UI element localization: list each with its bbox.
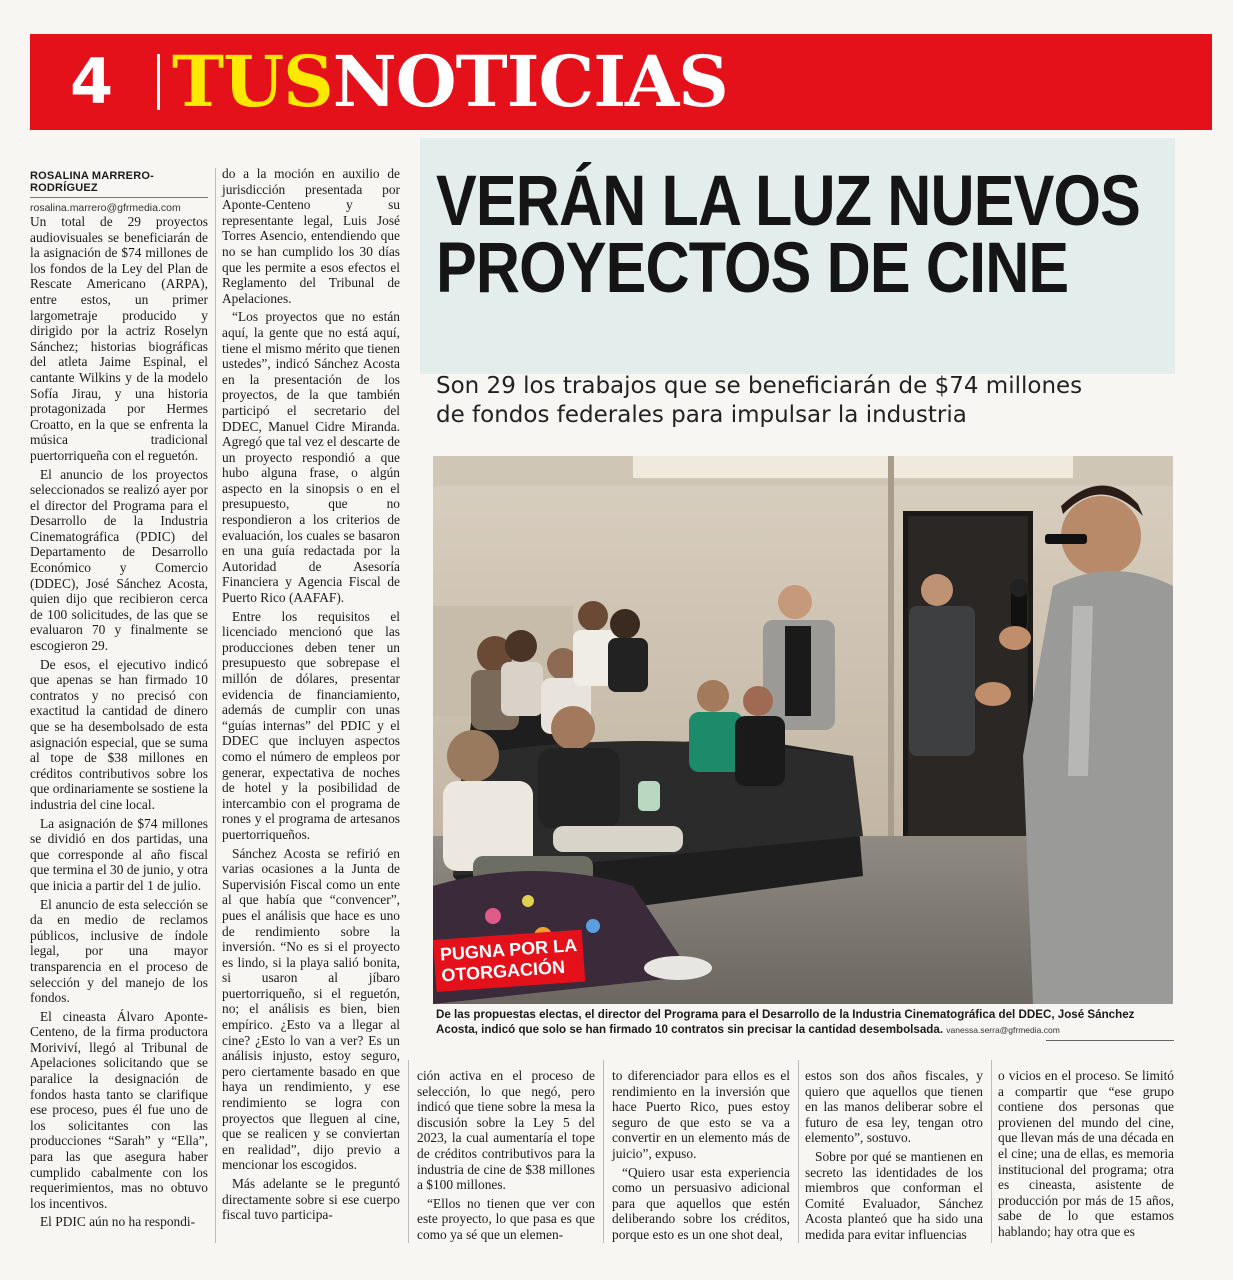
byline-rule: [30, 197, 208, 198]
article-column-5: [805, 1068, 983, 1246]
brand-part-noticias: NOTICIAS: [332, 40, 728, 123]
photo-tag-line-2: OTORGACIÓN: [440, 956, 566, 986]
page-number: 4: [70, 45, 114, 118]
paragraph: Entre los requisitos el licenciado mencionó que las producciones deben tener un presupuesto que sobrepase el millón de dólares, presentar evidencia de financiamiento, además de cumplir con unas “guías internas” del PDIC y el DDEC que incluyen aspectos como el número de empleos por generar, expectativa de noches de hotel y la posibilidad de intercambio con el programa de rones y el programa de artesanos puertorriqueños.: [222, 608, 400, 842]
masthead-divider: [157, 54, 160, 110]
paragraph: El anuncio de esta selección se da en medio de reclamos públicos, inclusive de índole legal, por una mayor transparencia en el proceso de selección y del manejo de los fondos.: [30, 896, 208, 1006]
paragraph: La asignación de $74 millones se dividió en dos partidas, una que corresponde al año fiscal que termina el 30 de junio, y otra que inicia a partir del 1 de julio.: [30, 815, 208, 893]
article-column-2: [222, 166, 400, 1226]
article-column-6: [998, 1068, 1174, 1243]
paragraph: El PDIC aún no ha respondi-: [40, 1214, 196, 1230]
byline: [30, 170, 208, 214]
headline-line-1: VERÁN LA LUZ NUEVOS: [436, 162, 1140, 241]
photo-tag-line-1: PUGNA POR LA: [439, 934, 578, 965]
caption-rule: [1046, 1040, 1174, 1041]
paragraph: El cineasta Álvaro Aponte-Centeno, de la firma productora Moriviví, llegó al Tribunal de Apelaciones solicitando que se paralice la designación de fondos hasta tanto se clarifique ese proceso, pues él fue uno de los solicitantes con las producciones “Sarah” y “Ella”, para las que asegura haber cumplido cabalmente con los requerimientos, mas no obtuvo los incentivos.: [30, 1008, 208, 1211]
article-column-1: [30, 214, 208, 1233]
paragraph: De esos, el ejecutivo indicó que apenas se han firmado 10 contratos y no precisó con exactitud la cantidad de dinero que se ha desembolsado de esta asignación especial, que se suma al tope de $38 millones en créditos contributivos sobre los que ordinariamente se sostiene la industria del cine local.: [30, 656, 208, 812]
paragraph: ción activa en el proceso de selección, lo que negó, pero indicó que tiene sobre la mesa la discusión sobre la Ley 5 del 2023, la cual aumentaría el tope de créditos contributivos para la industria de cine de $38 millones a $100 millones.: [417, 1068, 595, 1193]
subheadline-line-2: de fondos federales para impulsar la industria: [436, 402, 967, 428]
paragraph: estos son dos años fiscales, y quiero que aquellos que tienen en las manos deliberar sobre el futuro de esa ley, tengan otro elemento”, sostuvo.: [805, 1068, 983, 1146]
paragraph: Sánchez Acosta se refirió en varias ocasiones a la Junta de Supervisión Fiscal como un ente al que había que “convencer”, pues el análisis que hace es uno de rendimiento sobre la inversión. “No es si el proyecto es lindo, si la playa salió bonita, si usaron al jíbaro puertorriqueño, si el reguetón, no; el análisis es bien, bien empírico. ¿Esto va a llegar al cine? ¿Esto lo van a ver? Es un análisis injusto, estoy seguro, pero ciertamente basado en que haya un rendimiento, y ese rendimiento se logra con proyectos que lleguen al cine, que se realicen y se conviertan en realidad”, dijo previo a mencionar los escogidos.: [222, 845, 400, 1173]
column-rule: [991, 1060, 992, 1243]
paragraph: o vicios en el proceso. Se limitó a compartir que “ese grupo contiene dos personas que provienen del mundo del cine, que llevan más de una década en el cine; una de ellas, es memoria institucional del programa; otra es cineasta, asistente de producción por más de 15 años, sabe de lo que estamos hablando; hay otra que es: [998, 1068, 1174, 1239]
paragraph: Más adelante se le preguntó directamente sobre si ese cuerpo fiscal tuvo participa-: [222, 1176, 400, 1223]
section-brand: [172, 40, 728, 124]
paragraph: Sobre por qué se mantienen en secreto las identidades de los miembros que conforman el Comité Evaluador, Sánchez Acosta planteó que ha sido una medida para evitar influencias: [805, 1148, 983, 1242]
photo-credit: vanessa.serra@gfrmedia.com: [946, 1024, 1060, 1035]
paragraph: do a la moción en auxilio de jurisdicción presentada por Aponte-Centeno y su representante legal, Luis José Torres Asencio, entendiendo que no se han cumplido los 30 días que les permite a esos efectos el Reglamento del Tribunal de Apelaciones.: [222, 166, 400, 306]
photo-caption: [436, 1008, 1174, 1037]
paragraph: “Los proyectos que no están aquí, la gente que no está aquí, tiene el mismo mérito que tienen ustedes”, indicó Sánchez Acosta en la presentación de los proyectos, de la que también participó el secretario del DDEC, Manuel Cidre Miranda. Agregó que tal vez el descarte de un proyecto respondió a que hubo alguna frase, o algún aspecto en la sinopsis o en el presupuesto, que no respondieron a los criterios de evaluación, los cuales se basaron en una guía redactada por la Autoridad de Asesoría Financiera y Agencia Fiscal de Puerto Rico (AAFAF).: [222, 309, 400, 606]
column-rule: [408, 1060, 409, 1243]
paragraph: “Quiero usar esta experiencia como un persuasivo adicional para que aquellos que estén deliberando sobre los créditos, porque esto es un one shot deal,: [612, 1164, 790, 1242]
article-column-3: [417, 1068, 595, 1246]
subheadline-line-1: Son 29 los trabajos que se beneficiarán de $74 millones: [436, 373, 1083, 399]
masthead-banner: [30, 34, 1212, 130]
column-rule: [603, 1060, 604, 1243]
headline: [436, 162, 1140, 308]
photo-illustration: [433, 456, 1173, 1004]
paragraph: Un total de 29 proyectos audiovisuales se beneficiarán de la asignación de $74 millones de los fondos de la Ley del Plan de Rescate Americano (ARPA), entre estos, un primer largometraje producido y dirigido por la actriz Roselyn Sánchez; historias biográficas del atleta Jaime Espinal, el cantante Wilkins y de la modelo Sofía Jirau, y una historia protagonizada por Hermes Croatto, en la que se enfrenta la música tradicional puertorriqueña con el reguetón.: [30, 214, 208, 463]
author-email[interactable]: rosalina.marrero@gfrmedia.com: [30, 202, 181, 214]
article-column-4: [612, 1068, 790, 1246]
column-rule: [215, 168, 216, 1243]
caption-text: De las propuestas electas, el director del Programa para el Desarrollo de la Industria Cinematográfica del DDEC, José Sánchez Acosta, indicó que solo se han firmado 10 contratos sin precisar la cantidad desembolsada.: [436, 1008, 1135, 1036]
column-rule: [798, 1060, 799, 1243]
paragraph: El anuncio de los proyectos seleccionados se realizó ayer por el director del Programa para el Desarrollo de la Industria Cinematográfica (PDIC) del Departamento de Desarrollo Económico y Comercio (DDEC), José Sánchez Acosta, quien dijo que recibieron cerca de 100 solicitudes, de las que se evaluaron 70 y finalmente se escogieron 29.: [30, 466, 208, 654]
news-photo: [433, 456, 1173, 1004]
subheadline: [436, 372, 1166, 430]
author-name: ROSALINA MARRERO-RODRÍGUEZ: [30, 170, 154, 194]
photo-tag: [433, 930, 586, 992]
paragraph: “Ellos no tienen que ver con este proyecto, lo que pasa es que como ya sé que un elemen-: [417, 1195, 595, 1242]
headline-line-2: PROYECTOS DE CINE: [436, 229, 1069, 308]
paragraph: to diferenciador para ellos es el rendimiento en la inversión que hace Puerto Rico, pues estoy seguro de que esto se va a convertir en un elemento más de juicio”, expuso.: [612, 1068, 790, 1161]
brand-part-tus: TUS: [172, 40, 333, 123]
